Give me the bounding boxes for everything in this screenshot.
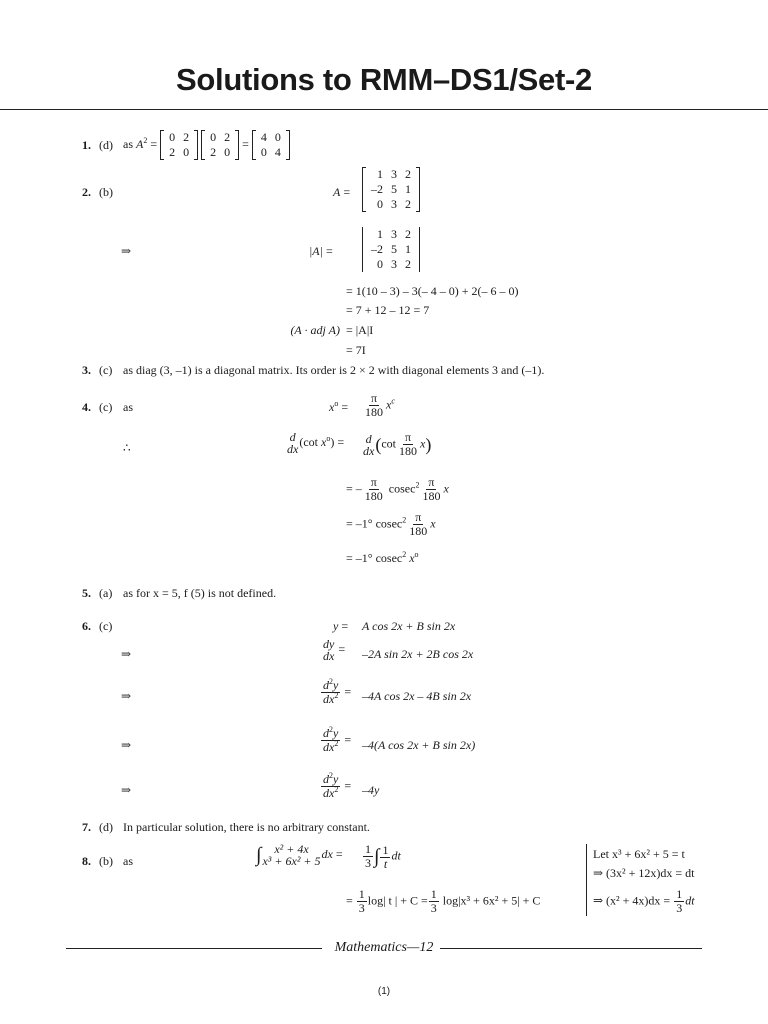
q7-num: 7. [82,820,91,834]
q8-sub-line1: Let x³ + 6x² + 5 = t [593,847,685,861]
q1-matrix-b: 0 2 2 0 [201,130,239,160]
q8-integral-lhs: ∫ x² + 4x x³ + 6x² + 5 dx = [256,842,343,868]
q1-num: 1. [82,138,91,152]
page-title: Solutions to RMM–DS1/Set-2 [176,62,592,97]
q4-step4: = –1° cosec$^2$ $\frac{\pi}{180}$ x [346,510,436,538]
q4-therefore: ∴ [123,441,131,455]
q4-rhs2: d dx (cot $\frac{\pi}{180}$ x) [363,430,432,458]
q1-option: (d) [99,138,113,152]
q8-sub-line3: ⇒ (x² + 4x)dx = $\frac{1}{3}$ dt [593,887,695,915]
q4-option: (c) [99,400,113,414]
q6-num: 6. [82,619,91,633]
q6-implies-1: ⇒ [121,647,132,661]
q6-lhs3: $\frac{d^2y}{dx^2}$ = [323,677,352,706]
q6-implies-4: ⇒ [121,783,132,797]
q3-option: (c) [99,363,113,377]
q6-rhs1: A cos 2x + B sin 2x [362,619,456,633]
page-number: (1) [377,986,391,997]
q1-equation: as $A^2$ = 0 2 2 0 0 2 2 0 = 4 0 0 4 [123,130,290,160]
q4-as: as [123,400,133,414]
q4-num: 4. [82,400,91,414]
q4-lhs2: d dx (cot $x^o$) = [287,430,345,456]
q6-lhs5: $\frac{d^2y}{dx^2}$ = [323,771,352,800]
q4-lhs1: $x^o$ = [329,399,349,414]
q8-as: as [123,854,133,868]
q2-adj-lhs: (A · adj A) [290,323,340,337]
q7-text: In particular solution, there is no arbitrary constant. [123,820,370,834]
q6-rhs2: –2A sin 2x + 2B cos 2x [362,647,474,661]
q2-num: 2. [82,185,91,199]
title-rule [0,109,768,110]
q6-lhs2: dy dx = [323,637,346,663]
q2-option: (b) [99,185,113,199]
q4-step3: = – $\frac{\pi}{180}$ cosec$^2$ $\frac{\pi}{180}$ x [346,475,449,503]
q1-matrix-result: 4 0 0 4 [252,130,290,160]
q5-num: 5. [82,586,91,600]
q6-implies-2: ⇒ [121,689,132,703]
q5-text: as for x = 5, f (5) is not defined. [123,586,277,600]
q8-integral-rhs: $\frac{1}{3}$ ∫ $\frac{1}{t}$ dt [365,842,401,871]
q7-option: (d) [99,820,113,834]
q2-expansion: = 1(10 – 3) – 3(– 4 – 0) + 2(– 6 – 0) [346,284,519,298]
q2-lhs-det: |A| = [309,244,333,258]
q4-step5: = –1° cosec$^2$ $x^o$ [346,550,419,565]
q2-result: = 7I [346,343,366,357]
q6-option: (c) [99,619,113,633]
q2-determinant: 1 3 2 –2 5 1 0 3 2 [362,227,420,272]
q8-sub-line2: ⇒ (3x² + 12x)dx = dt [593,866,695,880]
q6-rhs5: –4y [362,783,380,797]
q3-num: 3. [82,363,91,377]
q5-option: (a) [99,586,113,600]
q8-num: 8. [82,854,91,868]
q2-lhs-a: A = [333,185,351,199]
q6-rhs4: –4(A cos 2x + B sin 2x) [362,738,476,752]
q6-rhs3: –4A cos 2x – 4B sin 2x [362,689,472,703]
q1-matrix-a: 0 2 2 0 [160,130,198,160]
q3-text: as diag (3, –1) is a diagonal matrix. Its order is 2 × 2 with diagonal elements 3 and (–1). [123,363,545,377]
q8-option: (b) [99,854,113,868]
q2-matrix-a: 1 3 2 –2 5 1 0 3 2 [362,167,420,212]
q2-simplify: = 7 + 12 – 12 = 7 [346,303,430,317]
q2-adj-rhs: = |A|I [346,323,374,337]
footer-subject: Mathematics—12 [334,940,434,955]
q4-rhs1: $\frac{\pi}{180}$ $x^c$ [365,391,395,419]
q2-implies: ⇒ [121,244,132,258]
q8-result: = $\frac{1}{3}$ log| t | + C = $\frac{1}{3}$ log|x³ + 6x² + 5| + C [346,887,541,915]
q8-substitution-bar [586,844,587,916]
q6-lhs1: y = [333,619,349,633]
q6-implies-3: ⇒ [121,738,132,752]
q6-lhs4: $\frac{d^2y}{dx^2}$ = [323,725,352,754]
